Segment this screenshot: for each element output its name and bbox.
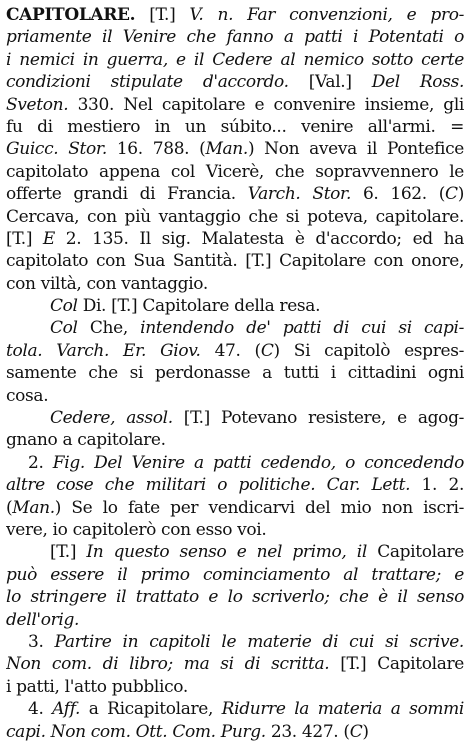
text-segment: gnano a capitolare. bbox=[6, 430, 166, 451]
text-segment: 47. ( bbox=[200, 340, 261, 361]
entry-line bbox=[6, 452, 464, 474]
entry-line bbox=[6, 407, 464, 429]
entry-line bbox=[6, 183, 464, 205]
text-segment: 2. 135. Il sig. Malatesta è d'accordo; ed ha bbox=[54, 228, 464, 249]
italic-text: Col bbox=[50, 296, 78, 317]
entry-line bbox=[6, 250, 464, 272]
entry-line bbox=[6, 4, 464, 26]
text-segment: [T.] bbox=[6, 228, 43, 249]
italic-text: Man. bbox=[12, 497, 55, 518]
text-segment bbox=[346, 542, 356, 562]
entry-line bbox=[6, 497, 464, 519]
italic-text: C bbox=[349, 721, 363, 742]
italic-text: C bbox=[260, 340, 274, 361]
italic-text: Aff. bbox=[52, 699, 81, 720]
italic-text: Ridurre la materia a sommi bbox=[221, 699, 464, 720]
text-segment: fu di mestiero in un súbito... venire all'armi. = bbox=[6, 116, 464, 137]
text-segment: 3. bbox=[28, 631, 55, 652]
entry-line bbox=[6, 228, 464, 250]
italic-text: In questo senso e nel primo, bbox=[86, 542, 347, 563]
italic-text: altre cose che militari o politiche. Car. Lett. bbox=[6, 475, 411, 496]
entry-line bbox=[6, 206, 464, 228]
headword: CAPITOLARE. bbox=[6, 5, 136, 25]
text-segment: ) bbox=[457, 184, 464, 205]
text-segment: vere, io capitolerò con esso voi. bbox=[6, 519, 267, 540]
text-segment: [Val.] bbox=[288, 72, 372, 93]
entry-line bbox=[6, 653, 464, 675]
entry-line bbox=[6, 564, 464, 586]
italic-text: V. n. Far convenzioni, e pro- bbox=[189, 5, 464, 25]
entry-line bbox=[6, 721, 464, 743]
text-segment: capitolato appena col Vicerè, che sopravvennero le bbox=[6, 161, 464, 182]
entry-line bbox=[6, 26, 464, 48]
text-segment: 330. Nel capitolare e convenire insieme, gli bbox=[68, 94, 464, 115]
entry-line bbox=[6, 273, 464, 295]
entry-line bbox=[6, 295, 464, 317]
text-segment: 23. 427. ( bbox=[265, 721, 350, 742]
italic-text: dell'orig. bbox=[6, 609, 80, 630]
text-segment: [T.] Capitolare bbox=[329, 654, 464, 675]
entry-line bbox=[6, 429, 464, 451]
entry-line bbox=[6, 474, 464, 496]
entry-line bbox=[6, 676, 464, 698]
entry-line bbox=[6, 541, 464, 563]
entry-line bbox=[6, 49, 464, 71]
entry-line bbox=[6, 161, 464, 183]
text-segment: Capitolare bbox=[366, 542, 464, 563]
text-segment: [T.] bbox=[50, 542, 87, 563]
italic-text: Del Ross. bbox=[371, 72, 464, 93]
italic-text: Fig. Del Venire a patti cedendo, o concedendo bbox=[52, 452, 464, 473]
text-segment: ) Si capitolò espres- bbox=[273, 340, 464, 361]
italic-text: Guicc. Stor. bbox=[6, 139, 107, 160]
text-segment: Di. [T.] Capitolare della resa. bbox=[77, 296, 321, 317]
dictionary-entry-capitolare bbox=[6, 4, 464, 743]
entry-line bbox=[6, 138, 464, 160]
entry-line bbox=[6, 362, 464, 384]
text-segment: 4. bbox=[28, 699, 53, 720]
italic-text: Cedere, assol. bbox=[50, 408, 173, 429]
text-segment: Che, bbox=[77, 318, 141, 339]
entry-line bbox=[6, 519, 464, 541]
italic-text: Non com. di libro; ma si di scritta. bbox=[6, 654, 330, 675]
italic-text: intendendo de' patti di cui si capi- bbox=[140, 318, 464, 339]
text-segment: Cercava, con più vantaggio che si poteva, capitolare. bbox=[6, 206, 464, 227]
italic-text: Varch. Stor. bbox=[247, 184, 352, 205]
text-segment: con viltà, con vantaggio. bbox=[6, 273, 208, 294]
text-segment: 6. 162. ( bbox=[351, 184, 446, 205]
entry-line bbox=[6, 71, 464, 93]
text-segment: ( bbox=[6, 497, 13, 518]
entry-line bbox=[6, 317, 464, 339]
entry-line bbox=[6, 94, 464, 116]
italic-text: Col bbox=[50, 318, 78, 339]
entry-line bbox=[6, 609, 464, 631]
text-segment: 16. 788. ( bbox=[106, 139, 206, 160]
text-segment: offerte grandi di Francia. bbox=[6, 184, 248, 205]
italic-text: il bbox=[356, 542, 367, 563]
text-segment: i patti, l'atto pubblico. bbox=[6, 676, 188, 697]
text-segment: cosa. bbox=[6, 385, 49, 406]
text-segment: 1. 2. bbox=[410, 475, 464, 496]
text-segment: capitolato con Sua Santità. [T.] Capitolare con onore, bbox=[6, 251, 464, 272]
text-segment: ) Se lo fate per vendicarvi del mio non iscri- bbox=[54, 497, 464, 518]
text-segment: ) Non aveva il Pontefice bbox=[247, 139, 464, 160]
text-segment: [T.] Potevano resistere, e agog- bbox=[172, 408, 464, 429]
italic-text: capi. Non com. Ott. Com. Purg. bbox=[6, 721, 266, 742]
entry-line bbox=[6, 340, 464, 362]
italic-text: condizioni stipulate d'accordo. bbox=[6, 72, 289, 93]
text-segment: 2. bbox=[28, 452, 53, 473]
italic-text: Man. bbox=[205, 139, 248, 160]
italic-text: può essere il primo cominciamento al trattare; e bbox=[6, 564, 464, 585]
italic-text: i nemici in guerra, e il Cedere al nemico sotto certe bbox=[6, 49, 464, 70]
entry-line bbox=[6, 385, 464, 407]
entry-line bbox=[6, 698, 464, 720]
italic-text: priamente il Venire che fanno a patti i Potentati o bbox=[6, 27, 464, 48]
text-segment: samente che si perdonasse a tutti i cittadini ogni bbox=[6, 363, 464, 384]
text-segment: a Ricapitolare, bbox=[80, 699, 222, 720]
italic-text: Partire in capitoli le materie di cui si scrive. bbox=[54, 631, 464, 652]
text-segment: ) bbox=[362, 721, 369, 742]
italic-text: tola. Varch. Er. Giov. bbox=[6, 340, 201, 361]
italic-text: E bbox=[42, 228, 55, 249]
italic-text: C bbox=[445, 184, 458, 205]
entry-line bbox=[6, 586, 464, 608]
italic-text: Sveton. bbox=[6, 94, 69, 115]
entry-line bbox=[6, 631, 464, 653]
entry-line bbox=[6, 116, 464, 138]
italic-text: lo stringere il trattato e lo scriverlo; che è il senso bbox=[6, 587, 464, 608]
text-segment: [T.] bbox=[135, 5, 190, 25]
